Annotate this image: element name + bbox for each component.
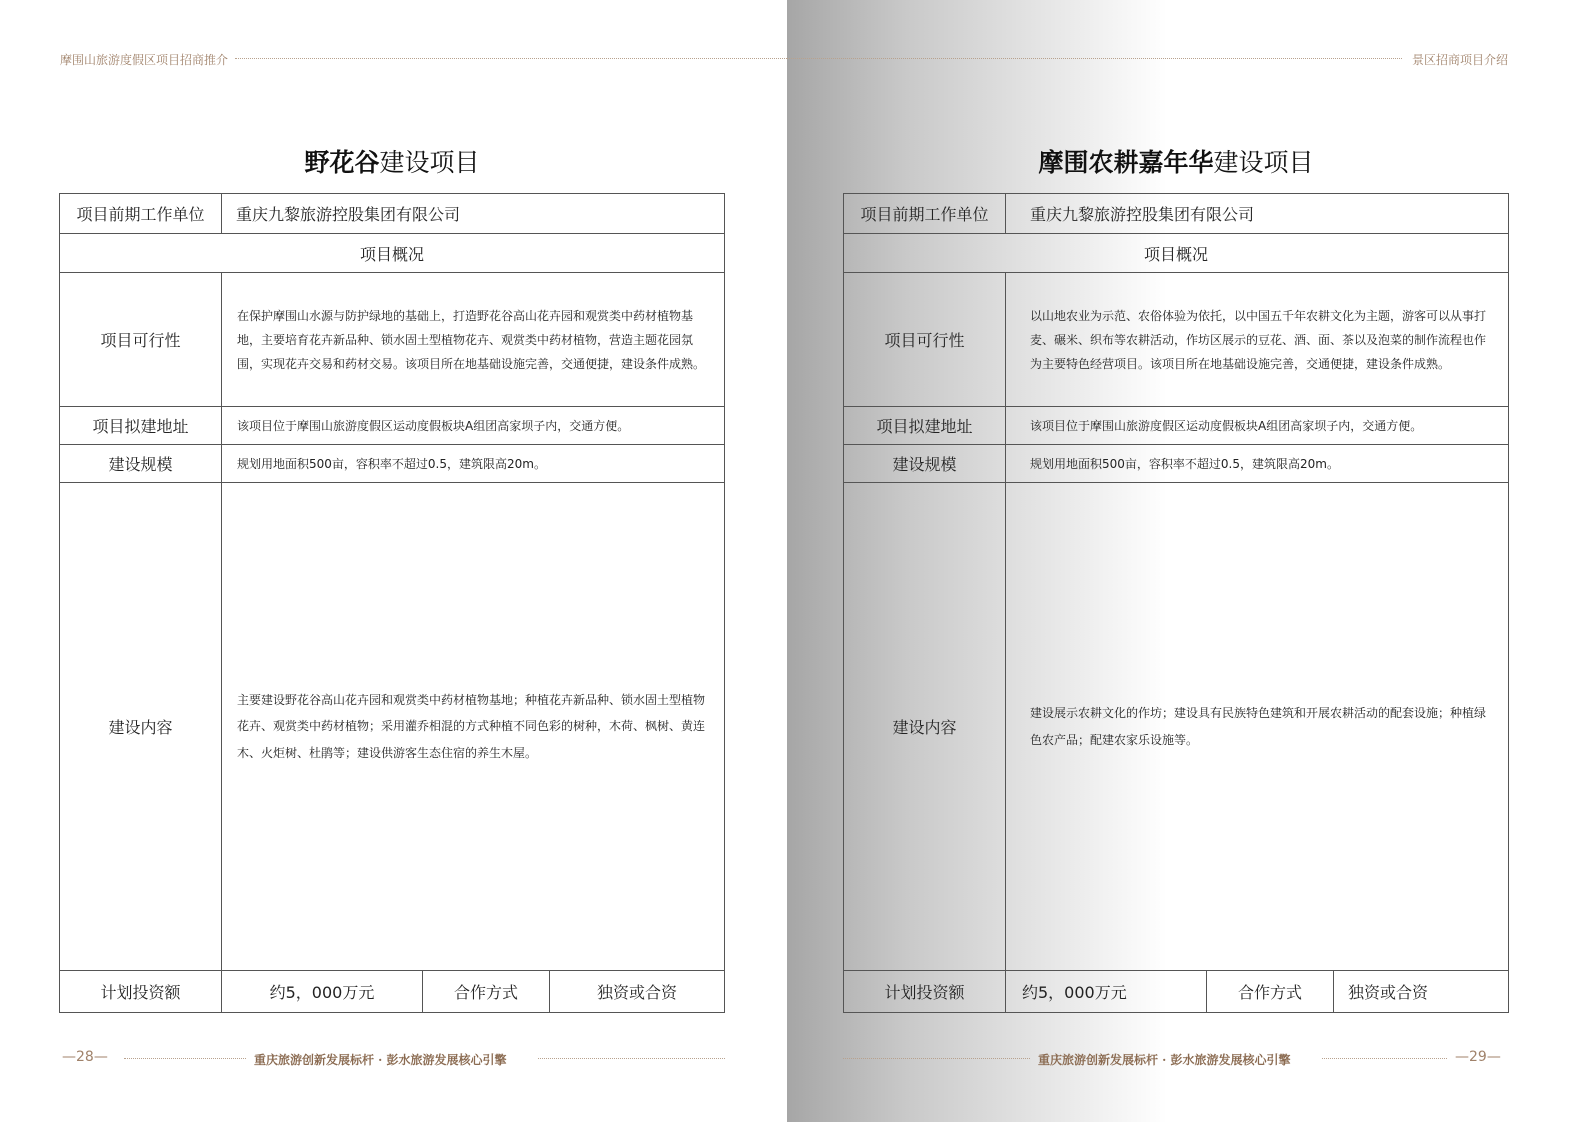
feasibility-value: 在保护摩围山水源与防护绿地的基础上，打造野花谷高山花卉园和观赏类中药材植物基地，主要培育花卉新品种、锁水固土型植物花卉、观赏类中药材植物，营造主题花园氛围，实现花卉交易和药材交易。该项目所在地基础设施完善，交通便捷，建设条件成熟。 [222, 273, 725, 407]
label-feasibility: 项目可行性 [844, 273, 1006, 407]
investment-value: 约5，000万元 [222, 971, 423, 1013]
address-value: 该项目位于摩围山旅游度假区运动度假板块A组团高家坝子内，交通方便。 [222, 407, 725, 445]
project-table [59, 193, 725, 1013]
label-cooperation: 合作方式 [1207, 971, 1334, 1013]
scale-value: 规划用地面积500亩，容积率不超过0.5，建筑限高20m。 [222, 445, 725, 483]
cooperation-value: 独资或合资 [1334, 971, 1509, 1013]
label-content: 建设内容 [60, 483, 222, 971]
footer-slogan: 重庆旅游创新发展标杆 · 彭水旅游发展核心引擎 [254, 1053, 507, 1067]
title-rest: 建设项目 [379, 148, 480, 177]
scale-value: 规划用地面积500亩，容积率不超过0.5，建筑限高20m。 [1006, 445, 1509, 483]
feasibility-value: 以山地农业为示范、农俗体验为依托，以中国五千年农耕文化为主题，游客可以从事打麦、碾米、织布等农耕活动，作坊区展示的豆花、酒、面、茶以及泡菜的制作流程也作为主要特色经营项目。该项目所在地基础设施完善，交通便捷，建设条件成熟。 [1006, 273, 1509, 407]
unit-value: 重庆九黎旅游控股集团有限公司 [1006, 194, 1509, 234]
label-investment: 计划投资额 [60, 971, 222, 1013]
page-right [787, 0, 1574, 1122]
footer-divider [538, 1058, 725, 1059]
label-overview: 项目概况 [844, 234, 1509, 273]
label-unit: 项目前期工作单位 [844, 194, 1006, 234]
page-number: —28— [62, 1049, 108, 1065]
investment-value: 约5，000万元 [1006, 971, 1207, 1013]
footer-slogan: 重庆旅游创新发展标杆 · 彭水旅游发展核心引擎 [1038, 1053, 1291, 1067]
label-content: 建设内容 [844, 483, 1006, 971]
label-cooperation: 合作方式 [423, 971, 550, 1013]
label-scale: 建设规模 [844, 445, 1006, 483]
label-address: 项目拟建地址 [844, 407, 1006, 445]
footer-divider [843, 1058, 1030, 1059]
footer-divider [1322, 1058, 1447, 1059]
cooperation-value: 独资或合资 [550, 971, 725, 1013]
title-bold: 摩围农耕嘉年华 [1038, 148, 1214, 177]
project-table [843, 193, 1509, 1013]
title-rest: 建设项目 [1213, 148, 1314, 177]
address-value: 该项目位于摩围山旅游度假区运动度假板块A组团高家坝子内，交通方便。 [1006, 407, 1509, 445]
label-unit: 项目前期工作单位 [60, 194, 222, 234]
header-divider [787, 58, 1402, 59]
label-feasibility: 项目可行性 [60, 273, 222, 407]
label-address: 项目拟建地址 [60, 407, 222, 445]
label-investment: 计划投资额 [844, 971, 1006, 1013]
label-scale: 建设规模 [60, 445, 222, 483]
title-bold: 野花谷 [304, 148, 380, 177]
header-left: 摩围山旅游度假区项目招商推介 [60, 53, 229, 67]
header-divider [235, 58, 787, 59]
project-title [843, 143, 1509, 179]
label-overview: 项目概况 [60, 234, 725, 273]
content-value: 主要建设野花谷高山花卉园和观赏类中药材植物基地；种植花卉新品种、锁水固土型植物花卉、观赏类中药材植物；采用灌乔相混的方式种植不同色彩的树种，木荷、枫树、黄连木、火炬树、杜鹃等；建设供游客生态住宿的养生木屋。 [222, 483, 725, 971]
unit-value: 重庆九黎旅游控股集团有限公司 [222, 194, 725, 234]
project-title [59, 143, 725, 179]
content-value: 建设展示农耕文化的作坊；建设具有民族特色建筑和开展农耕活动的配套设施；种植绿色农产品；配建农家乐设施等。 [1006, 483, 1509, 971]
page-number: —29— [1455, 1049, 1501, 1065]
header-right: 景区招商项目介绍 [1412, 53, 1509, 67]
footer-divider [124, 1058, 246, 1059]
